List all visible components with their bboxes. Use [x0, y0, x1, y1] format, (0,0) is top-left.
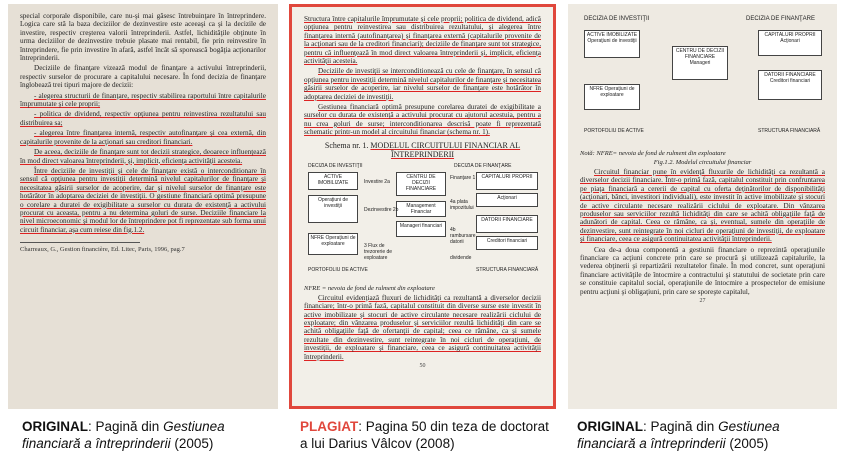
- mid-note: NFRE = nevoia de fond de rulment din exploatare: [304, 284, 435, 292]
- caption-right: ORIGINAL: Pagină din Gestiunea financiară a întreprinderii (2005): [577, 419, 780, 451]
- left-footnote: Charreaux, G., Gestion financière, Ed. Litec, Paris, 1996, pag.7: [20, 242, 140, 253]
- mid-box-centru: CENTRU DE DECIZII FINANCIARE: [396, 172, 446, 196]
- caption-left: ORIGINAL: Pagină din Gestiunea financiară a întreprinderii (2005): [22, 419, 225, 451]
- caption-right-title: Gestiunea financiară a întreprinderii: [577, 419, 780, 451]
- mid-flow-trezorerie: 3 Flux de trezorerie de exploatare: [364, 242, 393, 261]
- right-diagram-portofoliu: PORTOFOLIU DE ACTIVE: [584, 128, 644, 134]
- mid-flow-dividende: dividende: [450, 254, 472, 261]
- right-diagram-structura: STRUCTURA FINANCIARĂ: [758, 128, 821, 134]
- caption-middle: PLAGIAT: Pagina 50 din teza de doctorat a lui Darius Vâlcov (2008): [300, 419, 549, 451]
- right-financial-circuit-diagram: [580, 16, 825, 146]
- mid-diagram-right-title: DECIZIA DE FINANŢARE: [454, 162, 512, 169]
- mid-box-active: ACTIVE IMOBILIZATE: [308, 172, 358, 190]
- mid-box-capitaluri: CAPITALURI PROPRII: [476, 172, 538, 190]
- left-paragraph-5: - alegerea între finanţarea internă, respectiv autofinanţare şi cea externă, din capitalurile provenite de la acţionari sau creditori financiari.: [20, 129, 266, 146]
- right-paragraph-1: Circuitul financiar pune în evidenţă fluxurile de lichidităţi ca rezultantă a diverselor decizii financiare. Într-o primă fază, capitalul constituit prin confruntarea pe piaţa financiară a cererii de capital cu oferta deţinătorilor de disponibilităţi (acţionari, bănci, investitori individuali), este investit în active imobilizate şi stocuri de active circulante necesare realizării ciclului de exploatare. Din vânzarea produselor sau serviciilor rezultă lichidităţi din care se achită obligaţiile faţă de adunători de capital. Ceea ce rămâne, ca şi, eventual, sumele din operaţiile de dezinvestire, sunt reintegrate în noi cicluri de operaţiuni de investiţii, de exploatare şi financiare, ceea ce asigură continuitatea activităţii întreprinderii.: [580, 168, 825, 244]
- caption-left-label: ORIGINAL: [22, 419, 88, 434]
- right-page-number: 27: [699, 298, 706, 305]
- mid-diagram-left-title: DECIZIA DE INVESTIŢII: [308, 162, 363, 169]
- right-fig-caption: Fig.1.2. Modelul circuitului financiar: [653, 159, 752, 166]
- mid-paragraph-1: Structura între capitalurile împrumutate şi cele proprii; politica de dividend, adică opţiunea pentru reinvestirea sau distribuirea rezultatului, şi alegerea între finanţarea internă (autofinanţarea) şi finanţarea externă (capitalurile provenite de la acţionari sau de la creditori financiari); deciziile de finanţare sunt tot strategice, pentru că influenţează în mod direct valoarea întreprinderii şi, implicit, eficienţa activităţii acesteia.: [304, 15, 541, 66]
- plagiarized-page-middle: [289, 4, 556, 409]
- mid-diagram-structura: STRUCTURA FINANCIARĂ: [476, 266, 539, 273]
- right-box-datorii: DATORII FINANCIARE Creditori financiari: [758, 70, 822, 100]
- mid-page-number: 50: [419, 362, 426, 369]
- mid-box-operatiuni: Operaţiuni de investiţii: [308, 195, 358, 223]
- left-paragraph-4: - politica de dividend, respectiv opţiunea pentru reinvestirea rezultatului sau distribuirea sa;: [20, 110, 266, 127]
- right-box-active: ACTIVE IMOBILIZATE Operaţiuni de investiţii: [584, 30, 640, 58]
- right-note: Notă: NFRE= nevoia de fond de rulment din exploatare: [580, 150, 726, 157]
- mid-box-creditori: Creditori financiari: [476, 236, 538, 250]
- left-paragraph-3: - alegerea structurii de finanţare, respectiv stabilirea raportului între capitalurile împrumutate şi cele proprii;: [20, 91, 266, 109]
- caption-right-label: ORIGINAL: [577, 419, 643, 434]
- mid-flow-dezinvestire: Dezinvestire 2b: [364, 206, 399, 213]
- mid-box-manageri: Manageri financiari: [396, 221, 446, 237]
- mid-box-actionari: Acţionari: [476, 193, 538, 207]
- mid-paragraph-2: Deciziile de investiţii se interconditionează cu cele de finanţare, în sensul că opţiunea pentru investiţii determină nivelul capitalurilor de finanţare şi necesitatea găsirii surselor de acoperire, iar nivelul surselor de finanţare este hotărâtor în adoptarea deciziei de investiţii.: [304, 67, 541, 101]
- original-page-left: [8, 4, 278, 409]
- right-box-capitaluri: CAPITALURI PROPRII Acţionari: [758, 30, 822, 56]
- left-paragraph-6: De aceea, deciziile de finanţare sunt tot decizii strategice, deoarece influenţează în mod direct valoarea întreprinderii, şi, implicit, eficienţa activităţii acesteia.: [20, 148, 266, 165]
- mid-flow-rambursare: 4b rambursare datorii: [450, 226, 476, 245]
- mid-paragraph-3: Gestiunea financiară optimă presupune corelarea duratei de exigibilitate a surselor cu durata de existenţă a activului procurat cu ajutorul acestuia, pentru a nu crea goluri de surse; interconditionarea descrisă poate fi reprezentată schematic printr-un model al circuitului financiar (schema nr. 1).: [304, 103, 541, 137]
- caption-left-title: Gestiunea financiară a întreprinderii: [22, 419, 225, 451]
- original-page-right: [568, 4, 837, 409]
- mid-diagram-portofoliu: PORTOFOLIU DE ACTIVE: [308, 266, 368, 273]
- mid-flow-impozit: 4a plata impozitului: [450, 198, 474, 211]
- left-paragraph-7: Între deciziile de investiţii şi cele de finanţare există o interconditionare în sensul că opţiunea pentru investiţii determină nivelul capitalurilor de finanţare şi necesitatea găsirii surselor de acoperire, dar şi nivelul surselor de finanţare este hotărâtor în adoptarea deciziei de investiţii. O gestiune financiară optimă presupune o corelare a duratei de exigibilitate a surselor cu durata de existenţă a activului procurat cu aceasta, pentru a nu determina goluri de surse. Deciziile financiare la nivel microeconomic şi modul lor de întreprindere pot fi reprezentate sub forma unui circuit financiar, aşa cum reiese din fig.1.2.: [20, 166, 266, 234]
- mid-box-management: Management Financiar: [396, 201, 446, 217]
- left-paragraph-2: Deciziile de finanţare vizează modul de finanţare a activului întreprinderii, respectiv surselor de procurare a capitalului necesare. În fond decizia de finanţare înglobează trei tipuri majore de decizii:: [20, 64, 266, 90]
- caption-middle-label: PLAGIAT: [300, 419, 359, 434]
- mid-schema-title: Schema nr. 1. MODELUL CIRCUITULUI FINANCIAR AL ÎNTREPRINDERII: [324, 140, 521, 159]
- right-box-centru: CENTRU DE DECIZII FINANCIARE Manageri: [672, 46, 728, 80]
- mid-closing-paragraph: Circuitul evidenţiază fluxuri de lichidităţi ca rezultantă a diverselor decizii financiare; într-o primă fază, capitalul constituit din diverse surse este investit în active imobilizate şi stocuri de active circulante necesare realizării ciclului de exploatare; din vânzarea produselor şi serviciilor rezultă lichidităţi din care se achită obligaţiile faţă de ofertanţii de capital; ceea ce rămâne, ca şi sumele rezultate din dezinvestire, sunt reintegrate în noi cicluri de operaţiuni, de investiţii, de exploatare şi financiare, ceea ce asigură continuitatea activităţii întreprinderii.: [304, 293, 541, 361]
- right-diagram-left-title: DECIZIA DE INVESTIŢII: [584, 16, 650, 22]
- mid-flow-finantare: Finanţare 1: [450, 174, 476, 181]
- right-paragraph-2: Cea de-a doua componentă a gestiunii financiare o reprezintă operaţiunile financiare ca acţiuni concrete prin care se procură şi utilizează capitalurile, la vederea obţinerii şi repartizării rezultatelor finale. În mod concret, sunt operaţiuni financiare activităţile de întocmire a contractului şi statutului de societate prin care se constituie capitalul social, operaţiunile de întocmire a prospectelor de emisiune pentru acţiuni şi obligaţiuni, prin care se sporeşte capitalul,: [580, 245, 825, 296]
- mid-flow-investire: Investire 2a: [364, 178, 390, 185]
- right-diagram-right-title: DECIZIA DE FINANŢARE: [746, 16, 816, 22]
- mid-financial-circuit-diagram: [304, 163, 541, 281]
- left-paragraph-1: special corporale disponibile, care nu-şi mai găsesc întrebuinţare în întreprindere. Logica care stă la baza deciziilor de dezinvestire este aceeaşi ca şi la decizile de investire, respectiv creşterea valorii întreprinderii. Astfel, lichidităţile obţinute în urma deciziilor de dezinvestire trebuie plasate mai rentabil, fie prin reinvestire în întreprindere, fie prin investire în afară, astfel încât să sporească bogăţia acţionarilor întreprinderii.: [20, 12, 266, 63]
- mid-box-datorii: DATORII FINANCIARE: [476, 215, 538, 233]
- right-box-nfre: NFRE Operaţiuni de exploatare: [584, 84, 640, 110]
- mid-box-nfre: NFRE Operaţiuni de exploatare: [308, 233, 358, 255]
